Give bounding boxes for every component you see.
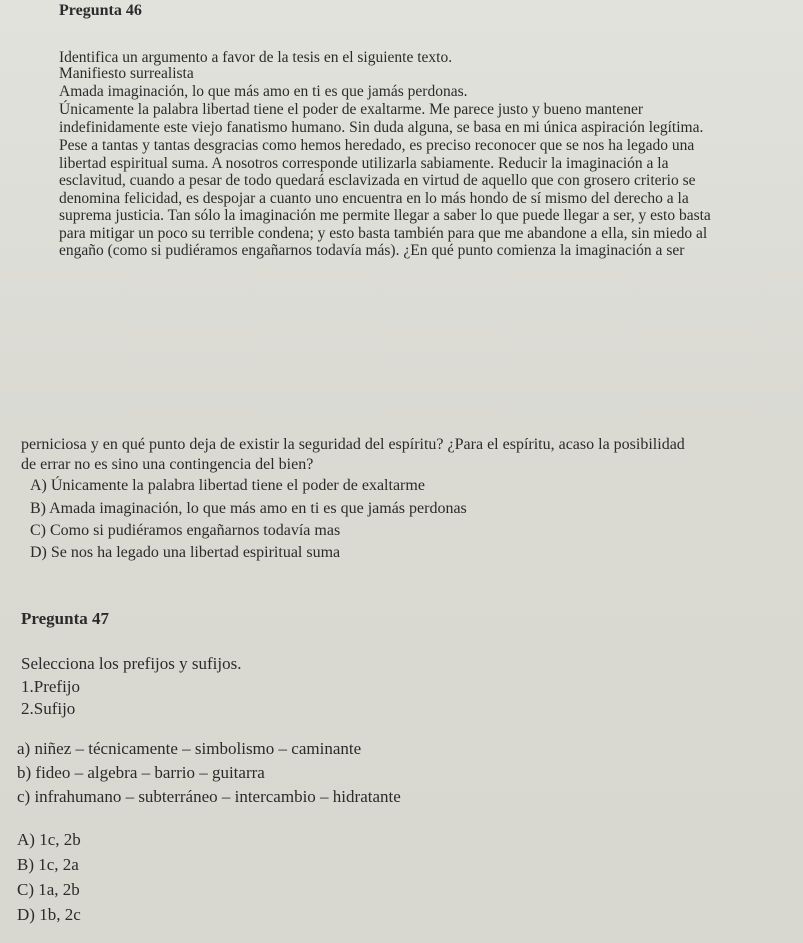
text-line: denomina felicidad, es despojar a cuanto uno encuentra en lo más hondo de sí mismo del derecho a la bbox=[59, 190, 689, 207]
category-sufijo: 2.Sufijo bbox=[21, 699, 76, 718]
text-line: de errar no es sino una contingencia del bien? bbox=[21, 456, 314, 473]
question-46-instruction: Identifica un argumento a favor de la tesis en el siguiente texto. bbox=[59, 49, 453, 66]
option-b[interactable]: B) Amada imaginación, lo que más amo en ti es que jamás perdonas bbox=[30, 500, 467, 517]
text-line: Únicamente la palabra libertad tiene el poder de exaltarme. Me parece justo y bueno mantener bbox=[59, 101, 643, 118]
option-d[interactable]: D) 1b, 2c bbox=[17, 905, 81, 924]
text-line: para mitigar un poco su terrible condena; y esto basta también para que me abandone a ella, sin miedo al bbox=[59, 225, 708, 242]
text-line: esclavitud, cuando a pesar de todo quedará esclavizada en virtud de aquello que con grosero criterio se bbox=[59, 172, 696, 189]
option-a[interactable]: A) Únicamente la palabra libertad tiene el poder de exaltarme bbox=[30, 477, 425, 494]
word-group-c: c) infrahumano – subterráneo – intercambio – hidratante bbox=[17, 787, 401, 806]
word-group-a: a) niñez – técnicamente – simbolismo – caminante bbox=[17, 739, 362, 758]
text-line: suprema justicia. Tan sólo la imaginación me permite llegar a saber lo que puede llegar a ser, y esto basta bbox=[59, 207, 711, 224]
question-47-instruction: Selecciona los prefijos y sufijos. bbox=[21, 654, 242, 673]
text-title: Manifiesto surrealista bbox=[59, 65, 194, 82]
question-46-heading: Pregunta 46 bbox=[59, 2, 142, 19]
text-line: indefinidamente este viejo fanatismo humano. Sin duda alguna, se basa en mi única aspiración legítima. bbox=[59, 119, 704, 136]
option-a[interactable]: A) 1c, 2b bbox=[17, 830, 81, 849]
category-prefijo: 1.Prefijo bbox=[21, 677, 81, 696]
question-47-heading: Pregunta 47 bbox=[21, 609, 109, 628]
text-line: libertad espiritual suma. A nosotros corresponde utilizarla sabiamente. Reducir la imaginación a la bbox=[59, 155, 669, 172]
text-line: Pese a tantas y tantas desgracias como hemos heredado, es preciso reconocer que se nos ha legado una bbox=[59, 137, 695, 154]
word-group-b: b) fideo – algebra – barrio – guitarra bbox=[17, 763, 265, 782]
option-c[interactable]: C) Como si pudiéramos engañarnos todavía mas bbox=[30, 522, 341, 539]
option-d[interactable]: D) Se nos ha legado una libertad espiritual suma bbox=[30, 544, 341, 561]
text-line: perniciosa y en qué punto deja de existir la seguridad del espíritu? ¿Para el espíritu, acaso la posibilidad bbox=[21, 436, 685, 453]
text-line: engaño (como si pudiéramos engañarnos todavía más). ¿En qué punto comienza la imaginación a ser bbox=[59, 242, 685, 259]
option-b[interactable]: B) 1c, 2a bbox=[17, 855, 79, 874]
option-c[interactable]: C) 1a, 2b bbox=[17, 880, 80, 899]
text-line: Amada imaginación, lo que más amo en ti es que jamás perdonas. bbox=[59, 83, 468, 100]
